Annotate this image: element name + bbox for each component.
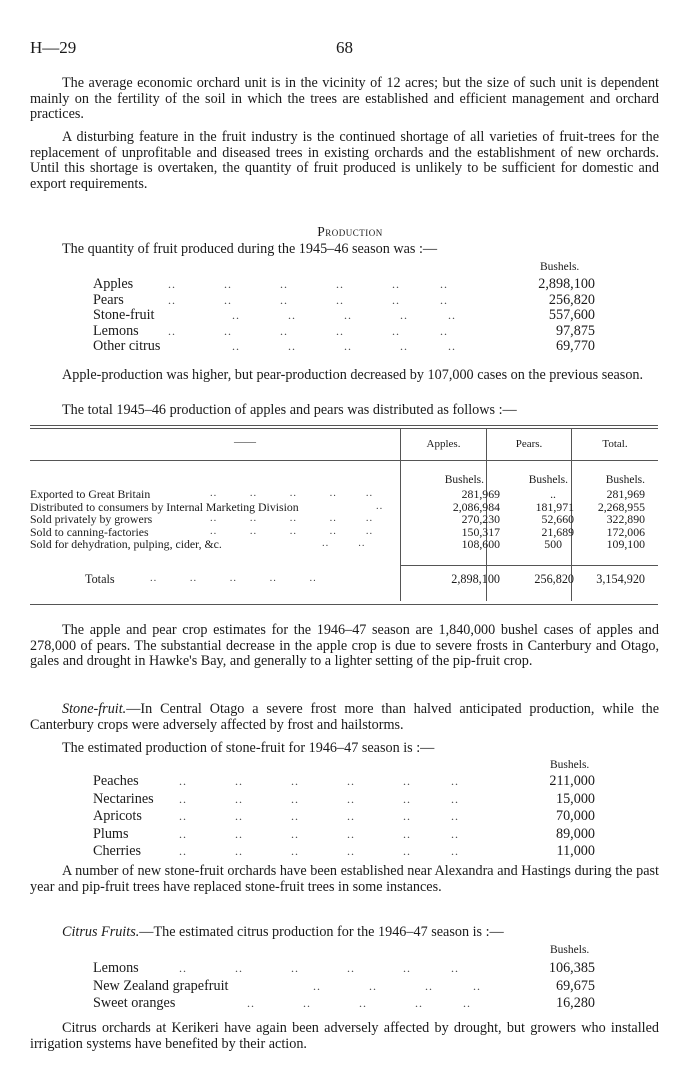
list-item: Plums .. .. .. .. .. .. 89,000 — [93, 825, 595, 842]
paragraph-new-orchards: A number of new stone-fruit orchards have been established near Alexandra and Hastings during the past year and pip-fruit trees have replaced stone-fruit trees in some instances. — [30, 863, 659, 895]
list-item: Sweet oranges .. .. .. .. .. 16,280 — [93, 995, 595, 1011]
column-header-pears: Pears. — [515, 438, 543, 450]
citrus-list — [93, 961, 595, 1014]
list-item: Apricots .. .. .. .. .. .. 70,000 — [93, 808, 595, 824]
table-row: Sold for dehydration, pulping, cider, &c. .. .. 108,600 500 109,100 — [30, 537, 645, 551]
paragraph-tree-shortage: A disturbing feature in the fruit industry is the continued shortage of all varieties of fruit-trees for the replacement of unprofitable and diseased trees in existing orchards and the establishment of new orchards. Until this shortage is overtaken, the quantity of fruit produced is unlikely to be sufficient for domestic and export requirements. — [30, 129, 659, 192]
paragraph-orchard-unit: The average economic orchard unit is in the vicinity of 12 acres; but the size of such unit is dependent mainly on the fertility of the soil in which the trees are established and efficient management and orchard practices. — [30, 75, 659, 122]
list-item: Nectarines .. .. .. .. .. .. 15,000 — [93, 790, 595, 807]
list-item: Lemons .. .. .. .. .. .. 106,385 — [93, 960, 595, 976]
stone-fruit-heading: Stone-fruit. — [62, 701, 127, 717]
paragraph-apple-production: Apple-production was higher, but pear-production decreased by 107,000 cases on the previous season. — [62, 367, 644, 383]
citrus-intro: Citrus Fruits.—The estimated citrus production for the 1946–47 season is :— — [62, 924, 504, 940]
list-item: Stone-fruit .. .. .. .. .. 557,600 — [93, 307, 595, 323]
paragraph-crop-estimates: The apple and pear crop estimates for the 1946–47 season are 1,840,000 bushel cases of apples and 278,000 of pears. The substantial decrease in the apple crop is due to severe frosts in Canterbury and Otago, gales and drought in Hawke's Bay, and generally to a lighter setting of the pip-fruit crop. — [30, 622, 659, 669]
production-list — [93, 277, 595, 355]
unit-apples: Bushels. — [444, 474, 484, 486]
stone-fruit-intro: The estimated production of stone-fruit for 1946–47 season is :— — [62, 740, 435, 756]
paragraph-kerikeri: Citrus orchards at Kerikeri have again been adversely affected by drought, but growers who installed irrigation systems have benefited by their action. — [30, 1020, 659, 1052]
column-header-apples: Apples. — [426, 438, 461, 450]
table-corner: —— — [234, 436, 256, 448]
section-heading-production: Production — [317, 224, 383, 239]
list-item: New Zealand grapefruit .. .. .. .. 69,675 — [93, 977, 595, 994]
distribution-table — [30, 425, 658, 608]
list-item: Apples .. .. .. .. .. .. 2,898,100 — [93, 276, 595, 292]
list-item: Other citrus .. .. .. .. .. 69,770 — [93, 338, 595, 354]
citrus-unit: Bushels. — [550, 944, 590, 956]
stone-fruit-unit: Bushels. — [550, 759, 590, 771]
production-unit: Bushels. — [540, 261, 580, 273]
list-item: Peaches .. .. .. .. .. .. 211,000 — [93, 773, 595, 789]
stone-fruit-list — [93, 774, 595, 862]
distribution-intro: The total 1945–46 production of apples and pears was distributed as follows :— — [62, 402, 517, 418]
list-item: Cherries .. .. .. .. .. .. 11,000 — [93, 843, 595, 859]
table-row: Exported to Great Britain .. .. .. .. .. 281,969 .. 281,969 — [30, 487, 645, 501]
list-item: Pears .. .. .. .. .. .. 256,820 — [93, 291, 595, 308]
paragraph-stone-fruit: Stone-fruit.—In Central Otago a severe frost more than halved anticipated production, while the Canterbury crops were adversely affected by frost and hailstorms. — [30, 701, 659, 733]
citrus-heading: Citrus Fruits. — [62, 924, 140, 940]
table-row: Sold privately by growers .. .. .. .. .. 270,230 52,660 322,890 — [30, 512, 645, 526]
table-row: Sold to canning-factories .. .. .. .. .. 150,317 21,689 172,006 — [30, 524, 645, 539]
table-row: Distributed to consumers by Internal Marketing Division .. 2,086,984 181,971 2,268,955 — [30, 499, 645, 514]
page-number: 68 — [336, 38, 353, 57]
production-intro: The quantity of fruit produced during the 1945–46 season was :— — [62, 241, 438, 257]
column-header-total: Total. — [602, 438, 628, 450]
table-totals-row: Totals .. .. .. .. .. 2,898,100 256,820 3,154,920 — [85, 572, 645, 586]
report-code: H—29 — [30, 38, 77, 57]
list-item: Lemons .. .. .. .. .. .. 97,875 — [93, 322, 595, 339]
unit-total: Bushels. — [605, 474, 645, 486]
unit-pears: Bushels. — [528, 474, 568, 486]
